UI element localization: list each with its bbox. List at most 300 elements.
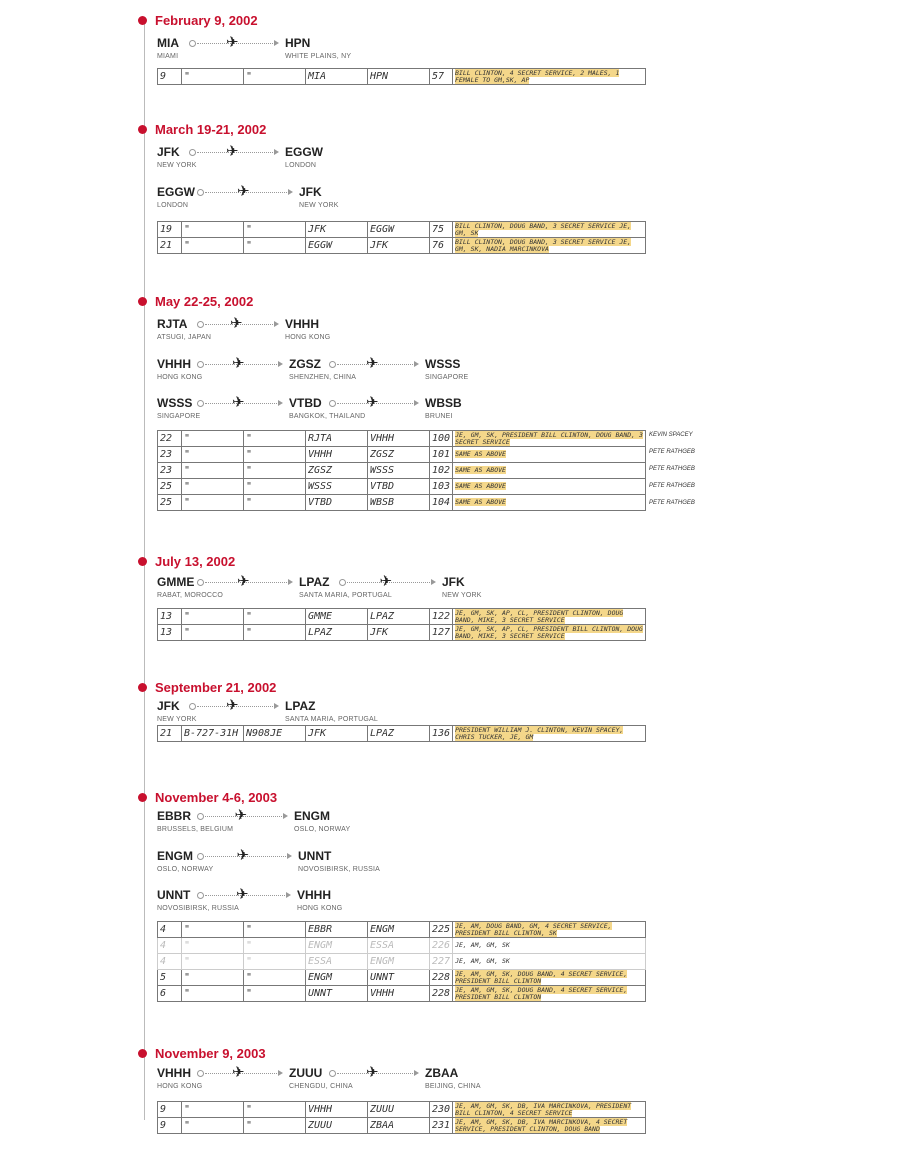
timeline-dot-icon [138, 125, 147, 134]
airport [157, 357, 202, 383]
aircraft-type-cell: " [182, 954, 244, 970]
origin-ring-icon [197, 189, 204, 196]
origin-ring-icon [197, 1070, 204, 1077]
passengers-cell [453, 1118, 646, 1134]
passengers-cell [453, 726, 646, 742]
airport-city: NEW YORK [157, 162, 197, 169]
timeline-dot-icon [138, 1049, 147, 1058]
flight-connector [197, 315, 279, 332]
airplane-icon: ✈ [226, 34, 239, 51]
event-header [138, 553, 235, 569]
log-date-cell: 22 [158, 431, 182, 447]
airport-city: LONDON [285, 162, 317, 169]
airport-code: UNNT [157, 888, 191, 902]
airport [157, 396, 200, 422]
passengers-cell [453, 69, 646, 85]
registration-cell: " [244, 609, 306, 625]
aircraft-type-cell: " [182, 1102, 244, 1118]
flight-connector [197, 1064, 283, 1081]
arrowhead-icon [274, 40, 279, 46]
flight-log-table [157, 921, 646, 1002]
airport-code: WSSS [425, 357, 461, 371]
arrowhead-icon [414, 400, 419, 406]
departure-cell: RJTA [306, 431, 368, 447]
airport-city: NEW YORK [299, 202, 339, 209]
departure-cell: ESSA [306, 954, 368, 970]
registration-cell: " [244, 625, 306, 641]
table-row [158, 609, 646, 625]
log-date-cell: 4 [158, 938, 182, 954]
airport-code: JFK [442, 575, 465, 589]
airport-city: HONG KONG [297, 905, 343, 912]
arrowhead-icon [274, 149, 279, 155]
flight-number-cell: 227 [430, 954, 453, 970]
airplane-icon: ✈ [237, 183, 250, 200]
registration-cell: " [244, 954, 306, 970]
departure-cell: ENGM [306, 970, 368, 986]
log-date-cell: 23 [158, 447, 182, 463]
log-date-cell: 9 [158, 1118, 182, 1134]
origin-ring-icon [197, 361, 204, 368]
table-row [158, 986, 646, 1002]
flight-connector [197, 886, 291, 903]
log-date-cell: 21 [158, 726, 182, 742]
event-date: July 13, 2002 [155, 553, 236, 569]
passenger-names: PRESIDENT WILLIAM J. CLINTON, KEVIN SPACEY, CHRIS TUCKER, JE, GM [455, 725, 624, 741]
aircraft-type-cell: " [182, 970, 244, 986]
log-date-cell: 6 [158, 986, 182, 1002]
origin-ring-icon [329, 361, 336, 368]
arrival-cell: JFK [368, 625, 430, 641]
airplane-icon: ✈ [226, 697, 239, 714]
origin-ring-icon [339, 579, 346, 586]
airport-code: EGGW [285, 145, 323, 159]
airplane-icon: ✈ [232, 1064, 245, 1081]
airport-city: RABAT, MOROCCO [157, 592, 224, 599]
arrival-cell: HPN [368, 69, 430, 85]
table-row [158, 69, 646, 85]
table-row [158, 970, 646, 986]
arrival-cell: ZUUU [368, 1102, 430, 1118]
arrival-cell: VHHH [368, 986, 430, 1002]
airport-code: LPAZ [299, 575, 330, 589]
airport-city: NEW YORK [442, 592, 482, 599]
table-row [158, 463, 646, 479]
passenger-names: JE, AM, GM, SK, DB, IVA MARCINKOVA, 4 SECRET SERVICE, PRESIDENT CLINTON, DOUG BAND [455, 1117, 628, 1133]
airport-code: JFK [157, 145, 180, 159]
table-row [158, 238, 646, 254]
flight-number-cell: 230 [430, 1102, 453, 1118]
log-date-cell: 9 [158, 1102, 182, 1118]
airport [285, 699, 378, 725]
flight-log-table [157, 221, 646, 254]
passenger-names: BILL CLINTON, 4 SECRET SERVICE, 2 MALES, 1 FEMALE TO GM,SK, AP [455, 68, 620, 84]
aircraft-type-cell: B-727-31H [182, 726, 244, 742]
arrowhead-icon [288, 579, 293, 585]
airport-city: NOVOSIBIRSK, RUSSIA [298, 866, 380, 873]
arrival-cell: ESSA [368, 938, 430, 954]
passengers-cell [453, 238, 646, 254]
airport [425, 396, 462, 422]
airplane-icon: ✈ [366, 1064, 379, 1081]
flight-log-table [157, 68, 646, 85]
registration-cell: " [244, 970, 306, 986]
flight-log-table [157, 430, 646, 511]
timeline-dot-icon [138, 557, 147, 566]
flight-connector [189, 143, 279, 160]
airplane-icon: ✈ [234, 807, 248, 824]
log-date-cell: 4 [158, 922, 182, 938]
flight-number-cell: 102 [430, 463, 453, 479]
departure-cell: ZUUU [306, 1118, 368, 1134]
registration-cell: " [244, 463, 306, 479]
passengers-cell [453, 463, 646, 479]
table-row [158, 726, 646, 742]
airport-city: SINGAPORE [157, 413, 201, 420]
registration-cell: " [244, 447, 306, 463]
airport-city: HONG KONG [157, 374, 203, 381]
flight-number-cell: 228 [430, 986, 453, 1002]
airport-code: GMME [157, 575, 195, 589]
flight-number-cell: 228 [430, 970, 453, 986]
registration-cell: " [244, 922, 306, 938]
airport-city: SANTA MARIA, PORTUGAL [285, 716, 379, 723]
airport [285, 317, 330, 343]
arrival-cell: VHHH [368, 431, 430, 447]
passengers-cell [453, 431, 646, 447]
timeline-dot-icon [138, 793, 147, 802]
airport-code: WBSB [425, 396, 462, 410]
airport-city: NOVOSIBIRSK, RUSSIA [157, 905, 239, 912]
flight-connector [197, 847, 292, 864]
registration-cell: " [244, 1102, 306, 1118]
airport-code: EBBR [157, 809, 192, 823]
airport-code: VHHH [285, 317, 320, 331]
event-date: September 21, 2002 [155, 679, 277, 695]
arrowhead-icon [431, 579, 436, 585]
airport [298, 849, 380, 875]
airport-code: RJTA [157, 317, 188, 331]
arrowhead-icon [274, 703, 279, 709]
airport [285, 36, 351, 62]
aircraft-type-cell: " [182, 938, 244, 954]
airport-code: MIA [157, 36, 179, 50]
arrival-cell: WSSS [368, 463, 430, 479]
registration-cell: " [244, 479, 306, 495]
passenger-names: SAME AS ABOVE [455, 466, 506, 474]
aircraft-type-cell: " [182, 69, 244, 85]
event-date: March 19-21, 2002 [155, 121, 267, 137]
airport-code: EGGW [157, 185, 195, 199]
airport-code: LPAZ [285, 699, 316, 713]
registration-cell: " [244, 1118, 306, 1134]
airport [157, 1066, 202, 1092]
flight-number-cell: 76 [430, 238, 453, 254]
passengers-cell [453, 986, 646, 1002]
airport-city: SINGAPORE [425, 374, 469, 381]
arrowhead-icon [283, 813, 288, 819]
airport-code: ZUUU [289, 1066, 323, 1080]
flight-number-cell: 104 [430, 495, 453, 511]
event-header [138, 1045, 266, 1061]
airport [425, 357, 468, 383]
flight-connector [329, 1064, 419, 1081]
event-date: November 9, 2003 [155, 1045, 266, 1061]
log-date-cell: 21 [158, 238, 182, 254]
airport-city: MIAMI [157, 53, 179, 60]
arrival-cell: ENGM [368, 954, 430, 970]
airport [157, 185, 195, 211]
passenger-names: JE, GM, SK, PRESIDENT BILL CLINTON, DOUG BAND, 3 SECRET SERVICE [455, 430, 643, 446]
event-date: February 9, 2002 [155, 12, 258, 28]
arrowhead-icon [414, 361, 419, 367]
airport-city: BRUSSELS, BELGIUM [157, 826, 234, 833]
airplane-icon: ✈ [236, 886, 249, 903]
departure-cell: VHHH [306, 1102, 368, 1118]
arrival-cell: ZBAA [368, 1118, 430, 1134]
airplane-icon: ✈ [230, 315, 243, 332]
event-date: May 22-25, 2002 [155, 293, 254, 309]
passenger-names: BILL CLINTON, DOUG BAND, 3 SECRET SERVICE JE, GM, SK [455, 221, 632, 237]
departure-cell: EGGW [306, 238, 368, 254]
aircraft-type-cell: " [182, 463, 244, 479]
log-date-cell: 5 [158, 970, 182, 986]
airplane-icon: ✈ [366, 355, 379, 372]
table-row [158, 495, 646, 511]
registration-cell: " [244, 238, 306, 254]
passenger-names: JE, AM, GM, SK, DOUG BAND, 4 SECRET SERVICE, PRESIDENT BILL CLINTON [455, 985, 628, 1001]
passengers-cell [453, 1102, 646, 1118]
log-date-cell: 13 [158, 625, 182, 641]
airplane-icon: ✈ [237, 573, 250, 590]
origin-ring-icon [197, 853, 204, 860]
event-header [138, 12, 258, 28]
airport-city: SHENZHEN, CHINA [289, 374, 357, 381]
airport [442, 575, 482, 601]
passenger-names: SAME AS ABOVE [455, 498, 506, 506]
flight-connector [197, 394, 283, 411]
registration-cell: N908JE [244, 726, 306, 742]
airplane-icon: ✈ [379, 573, 393, 590]
log-date-cell: 4 [158, 954, 182, 970]
arrowhead-icon [278, 400, 283, 406]
airport [285, 145, 323, 171]
aircraft-type-cell: " [182, 625, 244, 641]
table-row [158, 431, 646, 447]
margin-note: KEVIN SPACEY [649, 432, 693, 438]
airplane-icon: ✈ [236, 847, 250, 864]
passenger-names: JE, GM, SK, AP, CL, PRESIDENT BILL CLINTON, DOUG BAND, MIKE, 3 SECRET SERVICE [455, 624, 643, 640]
flight-connector [329, 394, 419, 411]
log-date-cell: 9 [158, 69, 182, 85]
airport-code: HPN [285, 36, 311, 50]
flight-number-cell: 231 [430, 1118, 453, 1134]
table-row [158, 938, 646, 954]
passenger-names: JE, AM, GM, SK, DOUG BAND, 4 SECRET SERVICE, PRESIDENT BILL CLINTON [455, 969, 628, 985]
departure-cell: MIA [306, 69, 368, 85]
event-header [138, 121, 266, 137]
airport-city: BANGKOK, THAILAND [289, 413, 366, 420]
aircraft-type-cell: " [182, 222, 244, 238]
flight-number-cell: 225 [430, 922, 453, 938]
margin-note: PETE RATHGEB [649, 466, 695, 472]
aircraft-type-cell: " [182, 609, 244, 625]
airport-city: HONG KONG [157, 1083, 203, 1090]
passenger-names: JE, AM, DOUG BAND, GM, 4 SECRET SERVICE, PRESIDENT BILL CLINTON, SK [455, 921, 612, 937]
table-row [158, 447, 646, 463]
flight-number-cell: 122 [430, 609, 453, 625]
log-date-cell: 25 [158, 495, 182, 511]
airport-city: CHENGDU, CHINA [289, 1083, 353, 1090]
airport-code: VHHH [157, 1066, 192, 1080]
origin-ring-icon [197, 321, 204, 328]
airport-city: OSLO, NORWAY [157, 866, 214, 873]
airport-city: HONG KONG [285, 334, 331, 341]
table-row [158, 1118, 646, 1134]
aircraft-type-cell: " [182, 922, 244, 938]
event-header [138, 679, 276, 695]
flight-connector [197, 183, 293, 200]
departure-cell: ENGM [306, 938, 368, 954]
aircraft-type-cell: " [182, 1118, 244, 1134]
airport-code: ZBAA [425, 1066, 459, 1080]
airplane-icon: ✈ [232, 355, 245, 372]
departure-cell: WSSS [306, 479, 368, 495]
arrival-cell: WBSB [368, 495, 430, 511]
table-row [158, 222, 646, 238]
arrowhead-icon [278, 1070, 283, 1076]
origin-ring-icon [197, 892, 204, 899]
registration-cell: " [244, 938, 306, 954]
origin-ring-icon [197, 579, 204, 586]
passengers-cell [453, 625, 646, 641]
registration-cell: " [244, 986, 306, 1002]
passenger-names: BILL CLINTON, DOUG BAND, 3 SECRET SERVICE JE, GM, SK, NADIA MARCINKOVA [455, 237, 632, 253]
aircraft-type-cell: " [182, 238, 244, 254]
aircraft-type-cell: " [182, 495, 244, 511]
airport [299, 185, 339, 211]
airport-city: BEIJING, CHINA [425, 1083, 481, 1090]
log-date-cell: 13 [158, 609, 182, 625]
registration-cell: " [244, 495, 306, 511]
flight-connector [197, 573, 293, 590]
airplane-icon: ✈ [232, 394, 245, 411]
event-header [138, 789, 277, 805]
arrowhead-icon [274, 321, 279, 327]
timeline-dot-icon [138, 297, 147, 306]
arrowhead-icon [278, 361, 283, 367]
airport [294, 809, 350, 835]
airport-city: BRUNEI [425, 413, 453, 420]
aircraft-type-cell: " [182, 986, 244, 1002]
flight-connector [189, 34, 279, 51]
passengers-cell [453, 479, 646, 495]
origin-ring-icon [329, 1070, 336, 1077]
aircraft-type-cell: " [182, 447, 244, 463]
airport-city: OSLO, NORWAY [294, 826, 351, 833]
event-date: November 4-6, 2003 [155, 789, 278, 805]
table-row [158, 1102, 646, 1118]
airport-code: VHHH [297, 888, 332, 902]
flight-number-cell: 57 [430, 69, 453, 85]
passengers-cell [453, 938, 646, 954]
airport-code: VHHH [157, 357, 192, 371]
registration-cell: " [244, 431, 306, 447]
arrival-cell: ZGSZ [368, 447, 430, 463]
flight-number-cell: 100 [430, 431, 453, 447]
flight-log-table [157, 725, 646, 742]
flight-number-cell: 136 [430, 726, 453, 742]
arrowhead-icon [287, 853, 292, 859]
passenger-names: JE, AM, GM, SK [455, 957, 510, 965]
passenger-names: SAME AS ABOVE [455, 450, 506, 458]
departure-cell: ZGSZ [306, 463, 368, 479]
arrival-cell: LPAZ [368, 726, 430, 742]
passenger-names: SAME AS ABOVE [455, 482, 506, 490]
arrowhead-icon [286, 892, 291, 898]
passengers-cell [453, 495, 646, 511]
passengers-cell [453, 970, 646, 986]
airplane-icon: ✈ [226, 143, 239, 160]
aircraft-type-cell: " [182, 479, 244, 495]
origin-ring-icon [197, 400, 204, 407]
log-date-cell: 19 [158, 222, 182, 238]
origin-ring-icon [189, 703, 196, 710]
departure-cell: EBBR [306, 922, 368, 938]
airport-city: NEW YORK [157, 716, 197, 723]
airport-city: SANTA MARIA, PORTUGAL [299, 592, 393, 599]
flight-log-table [157, 608, 646, 641]
margin-note: PETE RATHGEB [649, 500, 695, 506]
flight-connector [189, 697, 279, 714]
airport [157, 36, 179, 62]
airport [297, 888, 342, 914]
margin-note: PETE RATHGEB [649, 483, 695, 489]
arrival-cell: JFK [368, 238, 430, 254]
departure-cell: VTBD [306, 495, 368, 511]
flight-number-cell: 101 [430, 447, 453, 463]
aircraft-type-cell: " [182, 431, 244, 447]
passengers-cell [453, 922, 646, 938]
departure-cell: VHHH [306, 447, 368, 463]
passengers-cell [453, 609, 646, 625]
flight-number-cell: 75 [430, 222, 453, 238]
arrival-cell: UNNT [368, 970, 430, 986]
arrival-cell: VTBD [368, 479, 430, 495]
arrival-cell: LPAZ [368, 609, 430, 625]
timeline-dot-icon [138, 683, 147, 692]
flight-connector [339, 573, 436, 590]
margin-note: PETE RATHGEB [649, 449, 695, 455]
airport-code: JFK [157, 699, 180, 713]
airport-code: ENGM [157, 849, 193, 863]
departure-cell: LPAZ [306, 625, 368, 641]
airport-city: WHITE PLAINS, NY [285, 53, 352, 60]
flight-connector [197, 355, 283, 372]
airport-city: ATSUGI, JAPAN [157, 334, 212, 341]
flight-connector [197, 807, 288, 824]
passenger-names: JE, AM, GM, SK [455, 941, 510, 949]
airport [425, 1066, 481, 1092]
flight-number-cell: 103 [430, 479, 453, 495]
departure-cell: GMME [306, 609, 368, 625]
departure-cell: JFK [306, 222, 368, 238]
table-row [158, 479, 646, 495]
origin-ring-icon [329, 400, 336, 407]
flight-number-cell: 127 [430, 625, 453, 641]
flight-number-cell: 226 [430, 938, 453, 954]
airport-code: ENGM [294, 809, 330, 823]
